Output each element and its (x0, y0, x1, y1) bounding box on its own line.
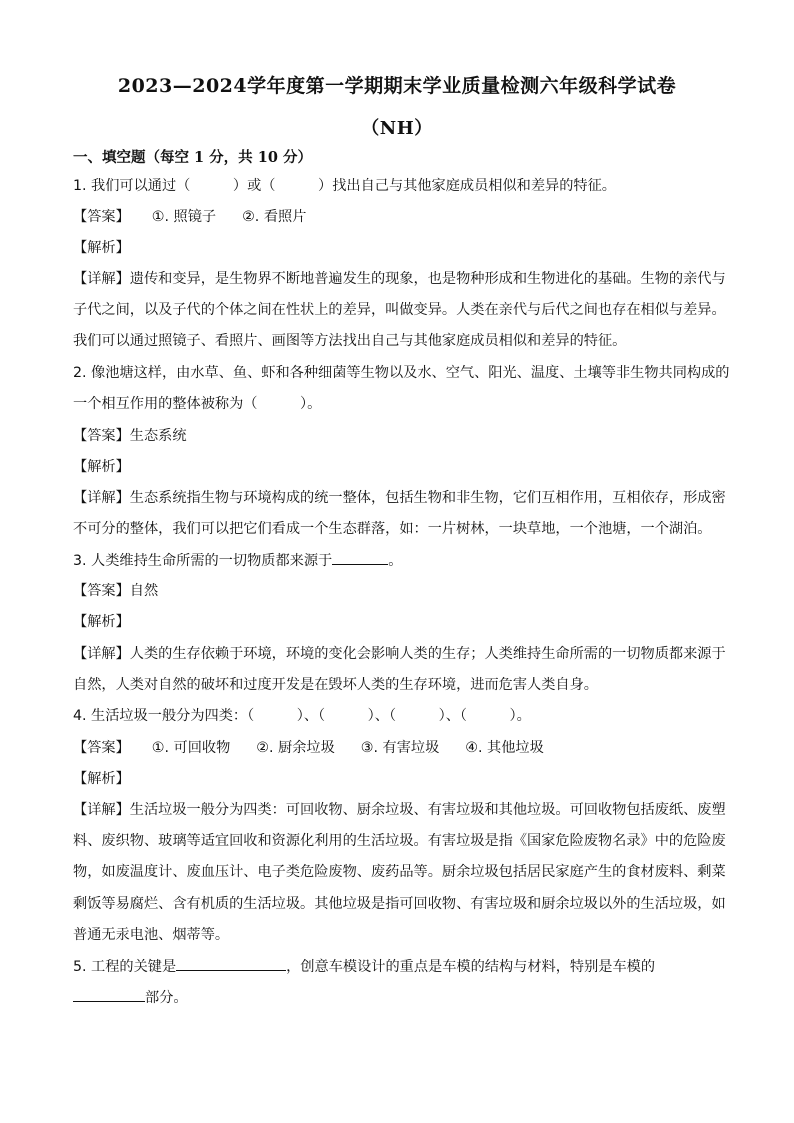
answer-label: 【答案】 (73, 209, 130, 225)
detail-line: 剩饭等易腐烂、含有机质的生活垃圾。其他垃圾是指可回收物、有害垃圾和厨余垃圾以外的生活垃圾，如 (73, 896, 726, 912)
question-2-line-1: 2. 像池塘这样，由水草、鱼、虾和各种细菌等生物以及水、空气、阳光、温度、土壤等非生物共同构成的 (73, 365, 730, 381)
answer-row-4 (73, 738, 544, 758)
page-subtitle: （NH） (361, 118, 433, 139)
answer-blank (332, 550, 388, 565)
analysis-label: 【解析】 (73, 240, 130, 256)
question-1: 1. 我们可以通过（ ）或（ ）找出自己与其他家庭成员相似和差异的特征。 (73, 178, 616, 194)
question-5-line-1 (73, 956, 655, 977)
detail-line: 物，如废温度计、废血压计、电子类危险废物、废药品等。厨余垃圾包括居民家庭产生的食材废料、剩菜 (73, 864, 726, 880)
detail-line (73, 644, 726, 664)
question-text: ，创意车模设计的重点是车模的结构与材料，特别是车模的 (286, 959, 656, 975)
answer-blank (73, 987, 145, 1002)
detail-text: 人类的生存依赖于环境，环境的变化会影响人类的生存；人类维持生命所需的一切物质都来源于 (129, 646, 726, 662)
question-5-line-2 (73, 987, 188, 1008)
detail-line: 普通无汞电池、烟蒂等。 (73, 927, 230, 943)
detail-label: 【详解】 (73, 271, 130, 287)
answer-item: 生态系统 (129, 428, 187, 444)
detail-line (73, 488, 726, 508)
detail-line: 料、废织物、玻璃等适宜回收和资源化利用的生活垃圾。有害垃圾是指《国家危险废物名录》中的危险废 (73, 833, 726, 849)
answer-label: 【答案】 (73, 428, 130, 444)
question-text: 5. 工程的关键是 (73, 959, 177, 975)
detail-line: 我们可以通过照镜子、看照片、画图等方法找出自己与其他家庭成员相似和差异的特征。 (73, 333, 627, 349)
answer-item: ③. 有害垃圾 (360, 740, 440, 756)
answer-row-1 (73, 207, 306, 227)
answer-blank (176, 956, 286, 971)
answer-label: 【答案】 (73, 740, 130, 756)
answer-item: ①. 可回收物 (151, 740, 231, 756)
question-4: 4. 生活垃圾一般分为四类：（ ）、（ ）、（ ）、（ ）。 (73, 708, 531, 724)
answer-item: ②. 看照片 (242, 209, 307, 225)
detail-text: 生态系统指生物与环境构成的统一整体，包括生物和非生物，它们互相作用，互相依存，形成密 (129, 490, 726, 506)
detail-line: 自然，人类对自然的破坏和过度开发是在毁坏人类的生存环境，进而危害人类自身。 (73, 677, 598, 693)
section-heading: 一、填空题（每空 1 分，共 10 分） (73, 149, 312, 166)
answer-item: ①. 照镜子 (151, 209, 217, 225)
detail-line (73, 269, 726, 289)
answer-item: ④. 其他垃圾 (465, 740, 544, 756)
detail-line: 不可分的整体，我们可以把它们看成一个生态群落，如：一片树林，一块草地，一个池塘，一个湖泊。 (73, 521, 712, 537)
analysis-label: 【解析】 (73, 771, 130, 787)
analysis-label: 【解析】 (73, 614, 130, 630)
question-2-line-2: 一个相互作用的整体被称为（ ）。 (73, 396, 322, 412)
question-3 (73, 550, 402, 571)
detail-text: 遗传和变异，是生物界不断地普遍发生的现象，也是物种形成和生物进化的基础。生物的亲代与 (129, 271, 726, 287)
answer-row-3 (73, 581, 158, 601)
answer-item: ②. 厨余垃圾 (256, 740, 335, 756)
detail-line: 子代之间，以及子代的个体之间在性状上的差异，叫做变异。人类在亲代与后代之间也存在相似与差异。 (73, 302, 726, 318)
answer-label: 【答案】 (73, 583, 130, 599)
detail-line (73, 800, 726, 820)
answer-item: 自然 (129, 583, 159, 599)
question-text: 3. 人类维持生命所需的一切物质都来源于 (73, 553, 333, 569)
question-text: 部分。 (145, 990, 188, 1006)
detail-label: 【详解】 (73, 646, 130, 662)
detail-label: 【详解】 (73, 802, 130, 818)
analysis-label: 【解析】 (73, 459, 130, 475)
detail-label: 【详解】 (73, 490, 130, 506)
detail-text: 生活垃圾一般分为四类：可回收物、厨余垃圾、有害垃圾和其他垃圾。可回收物包括废纸、废塑 (129, 802, 726, 818)
question-text: 。 (388, 553, 403, 569)
page-title: 2023—2024学年度第一学期期末学业质量检测六年级科学试卷 (117, 75, 677, 97)
answer-row-2 (73, 426, 187, 446)
